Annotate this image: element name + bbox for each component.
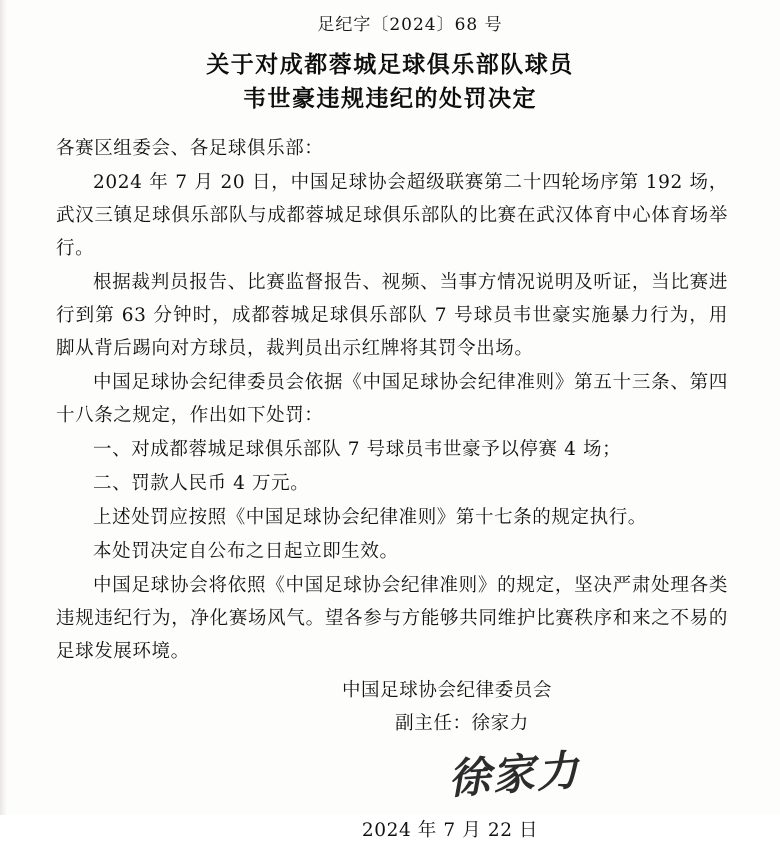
document-number: 足纪字〔2024〕68 号: [317, 15, 503, 35]
paragraph-1: 2024 年 7 月 20 日，中国足球协会超级联赛第二十四轮场序第 192 场，武汉三镇足球俱乐部队与成都蓉城足球俱乐部队的比赛在武汉体育中心体育场举行。: [56, 172, 728, 259]
paragraph-2: 根据裁判员报告、比赛监督报告、视频、当事方情况说明及听证，当比赛进行到第 63 分钟时，成都蓉城足球俱乐部队 7 号球员韦世豪实施暴力行为，用脚从背后踢向对方球员，裁判员出示红牌将其罚令出场。: [56, 272, 728, 359]
issuing-organization: 中国足球协会纪律委员会: [341, 680, 553, 701]
paragraph-4: 上述处罚应按照《中国足球协会纪律准则》第十七条的规定执行。: [93, 507, 647, 528]
paragraph-3: 中国足球协会纪律委员会依据《中国足球协会纪律准则》第五十三条、第四十八条之规定，作出如下处罚：: [56, 372, 728, 426]
title-line-1: 关于对成都蓉城足球俱乐部队球员: [206, 51, 574, 78]
signature-stamp-area: [0, 740, 780, 814]
handwritten-signature: 徐家力: [446, 745, 582, 804]
title-line-2: 韦世豪违规违纪的处罚决定: [243, 85, 537, 112]
issue-date: 2024 年 7 月 22 日: [361, 820, 539, 841]
signing-official: 副主任：徐家力: [395, 713, 529, 734]
paragraph-6: 中国足球协会将依照《中国足球协会纪律准则》的规定，坚决严肃处理各类违规违纪行为，净化赛场风气。望各参与方能够共同维护比赛秩序和来之不易的足球发展环境。: [56, 575, 728, 662]
penalty-item-2: 二、罚款人民币 4 万元。: [93, 473, 310, 494]
signature-block: [0, 674, 780, 740]
penalty-item-1: 一、对成都蓉城足球俱乐部队 7 号球员韦世豪予以停赛 4 场；: [93, 439, 622, 460]
document-body: [0, 132, 780, 668]
paragraph-5: 本处罚决定自公布之日起立即生效。: [93, 541, 399, 562]
page-edge-shadow: [0, 0, 7, 815]
salutation: 各赛区组委会、各足球俱乐部：: [56, 138, 324, 159]
document-title: [0, 48, 780, 116]
